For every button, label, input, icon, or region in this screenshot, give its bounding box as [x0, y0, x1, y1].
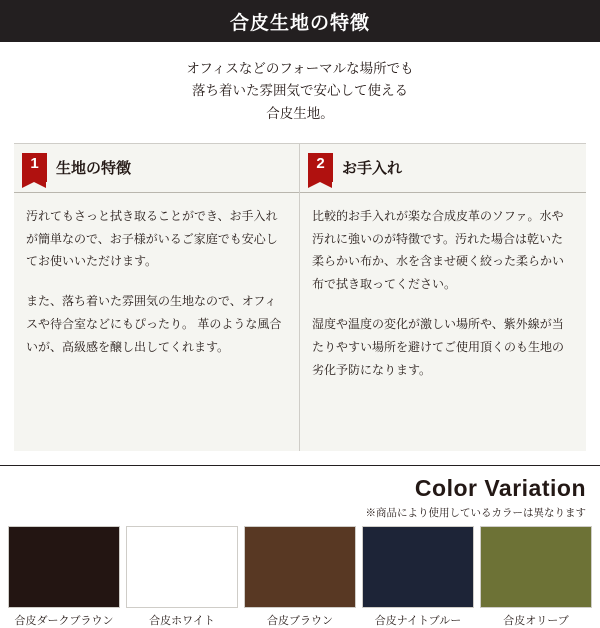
color-swatch-label: 合皮オリーブ: [503, 615, 569, 628]
color-variation-title: Color Variation: [414, 474, 586, 501]
color-swatch-item[interactable]: [362, 526, 474, 628]
feature-column-2-title: お手入れ: [342, 160, 403, 178]
color-swatch-label: 合皮ダークブラウン: [14, 615, 114, 628]
color-swatch-chip[interactable]: [8, 526, 120, 608]
feature-column-1-header: [14, 144, 299, 193]
intro-line-2: 落ち着いた雰囲気で安心して使える: [192, 83, 408, 99]
feature-column-2-paragraph-1: 比較的お手入れが楽な合成皮革のソファ。水や汚れに強いのが特徴です。汚れた場合は乾いた柔らかい布か、水を含ませ硬く絞った柔らかい布で拭き取ってください。: [312, 208, 565, 292]
feature-column-2-paragraph-2: 湿度や温度の変化が激しい場所や、紫外線が当たりやすい場所を避けてご使用頂くのも生地の劣化予防になります。: [312, 316, 565, 377]
color-swatch-label: 合皮ブラウン: [267, 615, 333, 628]
intro-line-1: オフィスなどのフォーマルな場所でも: [186, 61, 414, 76]
feature-column-2-header: [300, 144, 586, 193]
color-swatch-label: 合皮ホワイト: [149, 615, 215, 628]
feature-column-2-body: [300, 193, 586, 451]
feature-column-1-body: [14, 193, 299, 451]
color-variation-note: ※商品により使用しているカラーは異なります: [365, 507, 586, 520]
feature-column-1-paragraph-1: 汚れてもさっと拭き取ることができ、お手入れが簡単なので、お子様がいるご家庭でも安心してお使いいただけます。: [26, 208, 278, 269]
color-variation-header: [0, 466, 600, 526]
page-header: [0, 0, 600, 42]
feature-column-2: [300, 144, 586, 451]
color-swatch-chip[interactable]: [480, 526, 592, 608]
color-swatch-chip[interactable]: [362, 526, 474, 608]
color-swatch-chip[interactable]: [126, 526, 238, 608]
intro-section: [0, 42, 600, 137]
intro-line-3: 合皮生地。: [266, 105, 334, 121]
feature-column-1-paragraph-2: また、落ち着いた雰囲気の生地なので、オフィスや待合室などにもぴったり。 革のような風合いが、高級感を醸し出してくれます。: [26, 294, 282, 354]
feature-column-1: [14, 144, 300, 451]
feature-number-badge-2: 2: [308, 153, 333, 182]
feature-number-badge-1: 1: [22, 153, 47, 182]
color-swatch-item[interactable]: [244, 526, 356, 628]
color-swatch-chip[interactable]: [244, 526, 356, 608]
color-swatch-list: [0, 526, 600, 628]
color-swatch-label: 合皮ナイトブルー: [374, 615, 462, 628]
color-swatch-item[interactable]: [8, 526, 120, 628]
color-swatch-item[interactable]: [480, 526, 592, 628]
feature-column-1-title: 生地の特徴: [56, 160, 132, 178]
feature-columns: [14, 143, 586, 451]
color-swatch-item[interactable]: [126, 526, 238, 628]
page-title: 合皮生地の特徴: [229, 12, 370, 34]
